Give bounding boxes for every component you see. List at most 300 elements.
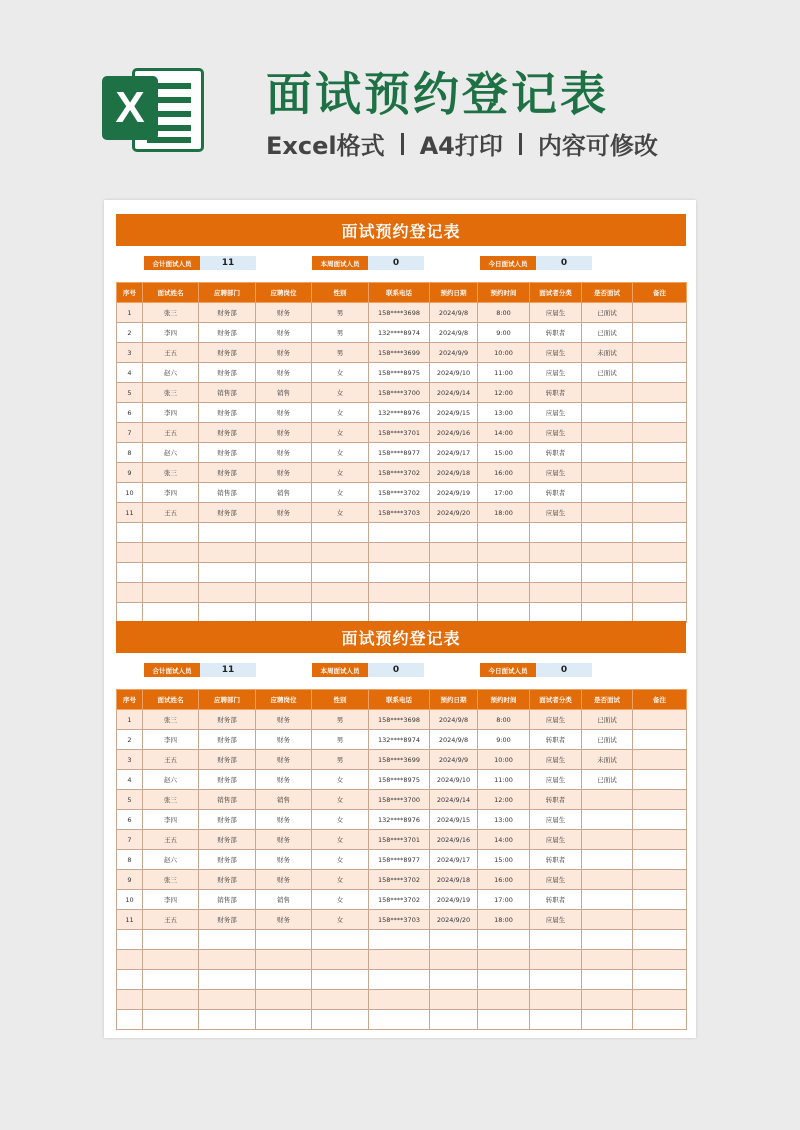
empty-cell[interactable]: [633, 970, 687, 990]
empty-cell[interactable]: [633, 603, 687, 623]
empty-cell[interactable]: [530, 563, 582, 583]
empty-cell[interactable]: [312, 970, 369, 990]
table-cell[interactable]: 158****3700: [369, 790, 430, 810]
table-cell[interactable]: 女: [312, 503, 369, 523]
table-cell[interactable]: 销售部: [199, 483, 256, 503]
empty-cell[interactable]: [312, 603, 369, 623]
table-cell[interactable]: 转职者: [530, 890, 582, 910]
table-cell[interactable]: 14:00: [478, 423, 530, 443]
empty-cell[interactable]: [143, 523, 199, 543]
empty-cell[interactable]: [199, 930, 256, 950]
empty-cell[interactable]: [117, 583, 143, 603]
table-cell[interactable]: 李四: [143, 810, 199, 830]
table-cell[interactable]: [582, 403, 633, 423]
table-cell[interactable]: [582, 870, 633, 890]
empty-cell[interactable]: [199, 583, 256, 603]
empty-cell[interactable]: [369, 563, 430, 583]
table-cell[interactable]: 12:00: [478, 790, 530, 810]
table-cell[interactable]: [633, 503, 687, 523]
table-cell[interactable]: 财务: [256, 423, 312, 443]
table-cell[interactable]: [582, 790, 633, 810]
table-cell[interactable]: 6: [117, 810, 143, 830]
empty-cell[interactable]: [430, 950, 478, 970]
table-cell[interactable]: 销售部: [199, 890, 256, 910]
empty-cell[interactable]: [530, 950, 582, 970]
table-cell[interactable]: 财务部: [199, 830, 256, 850]
empty-cell[interactable]: [369, 603, 430, 623]
table-cell[interactable]: 158****3702: [369, 483, 430, 503]
table-cell[interactable]: 应届生: [530, 910, 582, 930]
empty-cell[interactable]: [256, 970, 312, 990]
table-cell[interactable]: 女: [312, 443, 369, 463]
empty-cell[interactable]: [530, 583, 582, 603]
empty-cell[interactable]: [430, 603, 478, 623]
empty-cell[interactable]: [530, 543, 582, 563]
table-cell[interactable]: 2024/9/10: [430, 363, 478, 383]
empty-cell[interactable]: [369, 950, 430, 970]
table-cell[interactable]: 应届生: [530, 810, 582, 830]
table-cell[interactable]: 王五: [143, 503, 199, 523]
table-cell[interactable]: [633, 870, 687, 890]
table-cell[interactable]: 转职者: [530, 850, 582, 870]
table-cell[interactable]: 2024/9/16: [430, 830, 478, 850]
table-cell[interactable]: [633, 830, 687, 850]
empty-cell[interactable]: [633, 990, 687, 1010]
table-cell[interactable]: 女: [312, 770, 369, 790]
table-cell[interactable]: [633, 910, 687, 930]
table-cell[interactable]: [633, 403, 687, 423]
table-cell[interactable]: 女: [312, 910, 369, 930]
empty-cell[interactable]: [199, 563, 256, 583]
table-cell[interactable]: 财务部: [199, 443, 256, 463]
empty-cell[interactable]: [199, 523, 256, 543]
table-cell[interactable]: 财务: [256, 463, 312, 483]
empty-cell[interactable]: [633, 543, 687, 563]
table-cell[interactable]: 7: [117, 830, 143, 850]
empty-cell[interactable]: [633, 523, 687, 543]
table-cell[interactable]: [633, 363, 687, 383]
empty-cell[interactable]: [199, 990, 256, 1010]
table-cell[interactable]: 财务部: [199, 363, 256, 383]
table-cell[interactable]: 销售部: [199, 790, 256, 810]
table-cell[interactable]: 女: [312, 383, 369, 403]
table-cell[interactable]: 应届生: [530, 463, 582, 483]
table-cell[interactable]: 王五: [143, 830, 199, 850]
table-cell[interactable]: 9: [117, 463, 143, 483]
empty-cell[interactable]: [430, 990, 478, 1010]
table-cell[interactable]: 赵六: [143, 770, 199, 790]
table-cell[interactable]: 已面试: [582, 303, 633, 323]
table-cell[interactable]: 10:00: [478, 343, 530, 363]
table-cell[interactable]: 14:00: [478, 830, 530, 850]
table-cell[interactable]: 财务: [256, 830, 312, 850]
empty-cell[interactable]: [256, 990, 312, 1010]
table-cell[interactable]: 应届生: [530, 303, 582, 323]
table-cell[interactable]: 财务部: [199, 850, 256, 870]
table-cell[interactable]: 158****3698: [369, 303, 430, 323]
empty-cell[interactable]: [582, 1010, 633, 1030]
table-cell[interactable]: 财务: [256, 503, 312, 523]
table-cell[interactable]: 158****8975: [369, 770, 430, 790]
empty-cell[interactable]: [430, 1010, 478, 1030]
empty-cell[interactable]: [256, 543, 312, 563]
table-cell[interactable]: [582, 850, 633, 870]
table-cell[interactable]: 女: [312, 790, 369, 810]
empty-cell[interactable]: [530, 603, 582, 623]
table-cell[interactable]: [633, 383, 687, 403]
empty-cell[interactable]: [478, 1010, 530, 1030]
table-cell[interactable]: [582, 463, 633, 483]
table-cell[interactable]: 财务: [256, 343, 312, 363]
table-cell[interactable]: 2024/9/9: [430, 750, 478, 770]
table-cell[interactable]: 2024/9/14: [430, 790, 478, 810]
empty-cell[interactable]: [143, 583, 199, 603]
table-cell[interactable]: 3: [117, 750, 143, 770]
table-cell[interactable]: 2024/9/14: [430, 383, 478, 403]
table-cell[interactable]: 应届生: [530, 403, 582, 423]
table-cell[interactable]: 2024/9/19: [430, 890, 478, 910]
table-cell[interactable]: 158****3698: [369, 710, 430, 730]
table-cell[interactable]: 7: [117, 423, 143, 443]
table-cell[interactable]: [633, 423, 687, 443]
table-cell[interactable]: [582, 890, 633, 910]
table-cell[interactable]: 2024/9/20: [430, 503, 478, 523]
table-cell[interactable]: [633, 323, 687, 343]
empty-cell[interactable]: [256, 1010, 312, 1030]
table-cell[interactable]: 张三: [143, 790, 199, 810]
table-cell[interactable]: 转职者: [530, 790, 582, 810]
table-cell[interactable]: 财务: [256, 770, 312, 790]
table-cell[interactable]: 158****3703: [369, 910, 430, 930]
table-cell[interactable]: 张三: [143, 463, 199, 483]
table-cell[interactable]: 17:00: [478, 483, 530, 503]
table-cell[interactable]: 158****3701: [369, 830, 430, 850]
table-cell[interactable]: 9:00: [478, 730, 530, 750]
empty-cell[interactable]: [430, 970, 478, 990]
empty-cell[interactable]: [117, 950, 143, 970]
table-cell[interactable]: 17:00: [478, 890, 530, 910]
table-cell[interactable]: 财务: [256, 910, 312, 930]
table-cell[interactable]: 财务部: [199, 770, 256, 790]
empty-cell[interactable]: [430, 543, 478, 563]
table-cell[interactable]: 6: [117, 403, 143, 423]
table-cell[interactable]: 应届生: [530, 770, 582, 790]
empty-cell[interactable]: [312, 1010, 369, 1030]
table-cell[interactable]: 王五: [143, 343, 199, 363]
empty-cell[interactable]: [143, 970, 199, 990]
empty-cell[interactable]: [633, 930, 687, 950]
table-cell[interactable]: 4: [117, 770, 143, 790]
empty-cell[interactable]: [530, 1010, 582, 1030]
table-cell[interactable]: 财务部: [199, 750, 256, 770]
empty-cell[interactable]: [312, 583, 369, 603]
empty-cell[interactable]: [430, 563, 478, 583]
table-cell[interactable]: 132****8976: [369, 810, 430, 830]
empty-cell[interactable]: [312, 563, 369, 583]
empty-cell[interactable]: [117, 543, 143, 563]
stat-value[interactable]: 11: [200, 256, 256, 270]
empty-cell[interactable]: [369, 990, 430, 1010]
table-cell[interactable]: 财务: [256, 363, 312, 383]
empty-cell[interactable]: [117, 990, 143, 1010]
table-cell[interactable]: 2024/9/20: [430, 910, 478, 930]
empty-cell[interactable]: [143, 1010, 199, 1030]
table-cell[interactable]: 158****3701: [369, 423, 430, 443]
empty-cell[interactable]: [633, 950, 687, 970]
table-cell[interactable]: 财务部: [199, 503, 256, 523]
table-cell[interactable]: 应届生: [530, 363, 582, 383]
table-cell[interactable]: 158****3700: [369, 383, 430, 403]
table-cell[interactable]: 王五: [143, 750, 199, 770]
empty-cell[interactable]: [633, 563, 687, 583]
table-cell[interactable]: [582, 383, 633, 403]
table-cell[interactable]: 158****3702: [369, 463, 430, 483]
table-cell[interactable]: 女: [312, 463, 369, 483]
empty-cell[interactable]: [478, 930, 530, 950]
table-cell[interactable]: 张三: [143, 303, 199, 323]
table-cell[interactable]: 财务: [256, 710, 312, 730]
table-cell[interactable]: 158****3702: [369, 890, 430, 910]
table-cell[interactable]: 财务: [256, 810, 312, 830]
table-cell[interactable]: 10: [117, 890, 143, 910]
empty-cell[interactable]: [478, 603, 530, 623]
empty-cell[interactable]: [530, 990, 582, 1010]
table-cell[interactable]: 9:00: [478, 323, 530, 343]
table-cell[interactable]: 男: [312, 323, 369, 343]
table-cell[interactable]: [582, 810, 633, 830]
empty-cell[interactable]: [143, 990, 199, 1010]
table-cell[interactable]: 赵六: [143, 850, 199, 870]
empty-cell[interactable]: [633, 583, 687, 603]
table-cell[interactable]: [633, 463, 687, 483]
table-cell[interactable]: 10: [117, 483, 143, 503]
table-cell[interactable]: 财务: [256, 303, 312, 323]
stat-value[interactable]: 0: [368, 663, 424, 677]
table-cell[interactable]: 2024/9/15: [430, 810, 478, 830]
stat-value[interactable]: 0: [536, 256, 592, 270]
empty-cell[interactable]: [369, 970, 430, 990]
table-cell[interactable]: 已面试: [582, 323, 633, 343]
table-cell[interactable]: 8:00: [478, 710, 530, 730]
table-cell[interactable]: 16:00: [478, 463, 530, 483]
table-cell[interactable]: [633, 303, 687, 323]
table-cell[interactable]: 2024/9/8: [430, 323, 478, 343]
table-cell[interactable]: 财务: [256, 443, 312, 463]
table-cell[interactable]: [633, 770, 687, 790]
empty-cell[interactable]: [582, 603, 633, 623]
table-cell[interactable]: 销售: [256, 483, 312, 503]
table-cell[interactable]: 应届生: [530, 710, 582, 730]
empty-cell[interactable]: [256, 583, 312, 603]
table-cell[interactable]: 张三: [143, 710, 199, 730]
empty-cell[interactable]: [582, 930, 633, 950]
empty-cell[interactable]: [582, 523, 633, 543]
table-cell[interactable]: 2: [117, 730, 143, 750]
table-cell[interactable]: 李四: [143, 730, 199, 750]
table-cell[interactable]: [582, 910, 633, 930]
table-cell[interactable]: 女: [312, 363, 369, 383]
table-cell[interactable]: 张三: [143, 870, 199, 890]
table-cell[interactable]: 2024/9/16: [430, 423, 478, 443]
table-cell[interactable]: 158****8977: [369, 850, 430, 870]
empty-cell[interactable]: [143, 950, 199, 970]
table-cell[interactable]: 财务: [256, 850, 312, 870]
table-cell[interactable]: 女: [312, 850, 369, 870]
table-cell[interactable]: 158****8977: [369, 443, 430, 463]
table-cell[interactable]: 转职者: [530, 323, 582, 343]
table-cell[interactable]: 2024/9/9: [430, 343, 478, 363]
table-cell[interactable]: 赵六: [143, 443, 199, 463]
table-cell[interactable]: 158****3703: [369, 503, 430, 523]
table-cell[interactable]: 男: [312, 303, 369, 323]
table-cell[interactable]: 2: [117, 323, 143, 343]
table-cell[interactable]: 158****3699: [369, 750, 430, 770]
table-cell[interactable]: 应届生: [530, 343, 582, 363]
table-cell[interactable]: 已面试: [582, 710, 633, 730]
table-cell[interactable]: [633, 730, 687, 750]
empty-cell[interactable]: [143, 930, 199, 950]
table-cell[interactable]: [582, 443, 633, 463]
empty-cell[interactable]: [478, 543, 530, 563]
empty-cell[interactable]: [478, 583, 530, 603]
table-cell[interactable]: 财务部: [199, 423, 256, 443]
empty-cell[interactable]: [430, 930, 478, 950]
empty-cell[interactable]: [199, 970, 256, 990]
empty-cell[interactable]: [312, 930, 369, 950]
table-cell[interactable]: 1: [117, 303, 143, 323]
table-cell[interactable]: 8: [117, 443, 143, 463]
table-cell[interactable]: 13:00: [478, 403, 530, 423]
table-cell[interactable]: 财务部: [199, 303, 256, 323]
table-cell[interactable]: 男: [312, 750, 369, 770]
table-cell[interactable]: 财务部: [199, 343, 256, 363]
table-cell[interactable]: [633, 483, 687, 503]
empty-cell[interactable]: [478, 950, 530, 970]
table-cell[interactable]: 应届生: [530, 750, 582, 770]
table-cell[interactable]: 李四: [143, 483, 199, 503]
empty-cell[interactable]: [369, 1010, 430, 1030]
empty-cell[interactable]: [117, 523, 143, 543]
table-cell[interactable]: 李四: [143, 890, 199, 910]
table-cell[interactable]: 5: [117, 790, 143, 810]
empty-cell[interactable]: [530, 970, 582, 990]
table-cell[interactable]: 张三: [143, 383, 199, 403]
table-cell[interactable]: 女: [312, 890, 369, 910]
table-cell[interactable]: 已面试: [582, 770, 633, 790]
empty-cell[interactable]: [633, 1010, 687, 1030]
table-cell[interactable]: 11:00: [478, 363, 530, 383]
table-cell[interactable]: 男: [312, 710, 369, 730]
table-cell[interactable]: 132****8974: [369, 323, 430, 343]
table-cell[interactable]: [582, 483, 633, 503]
empty-cell[interactable]: [312, 523, 369, 543]
empty-cell[interactable]: [478, 563, 530, 583]
empty-cell[interactable]: [478, 523, 530, 543]
table-cell[interactable]: 财务部: [199, 403, 256, 423]
stat-value[interactable]: 11: [200, 663, 256, 677]
table-cell[interactable]: [633, 850, 687, 870]
table-cell[interactable]: 1: [117, 710, 143, 730]
table-cell[interactable]: 销售: [256, 790, 312, 810]
empty-cell[interactable]: [582, 970, 633, 990]
empty-cell[interactable]: [256, 603, 312, 623]
table-cell[interactable]: 应届生: [530, 423, 582, 443]
table-cell[interactable]: 销售部: [199, 383, 256, 403]
table-cell[interactable]: 女: [312, 423, 369, 443]
table-cell[interactable]: 女: [312, 830, 369, 850]
empty-cell[interactable]: [530, 930, 582, 950]
table-cell[interactable]: 财务部: [199, 910, 256, 930]
table-cell[interactable]: [633, 710, 687, 730]
table-cell[interactable]: [633, 810, 687, 830]
table-cell[interactable]: 财务: [256, 750, 312, 770]
table-cell[interactable]: 10:00: [478, 750, 530, 770]
empty-cell[interactable]: [430, 583, 478, 603]
table-cell[interactable]: 财务部: [199, 810, 256, 830]
table-cell[interactable]: 财务: [256, 870, 312, 890]
table-cell[interactable]: [582, 830, 633, 850]
table-cell[interactable]: 应届生: [530, 503, 582, 523]
table-cell[interactable]: 转职者: [530, 383, 582, 403]
table-cell[interactable]: 财务: [256, 730, 312, 750]
table-cell[interactable]: 18:00: [478, 910, 530, 930]
table-cell[interactable]: 5: [117, 383, 143, 403]
table-cell[interactable]: [633, 750, 687, 770]
empty-cell[interactable]: [143, 543, 199, 563]
table-cell[interactable]: [582, 503, 633, 523]
empty-cell[interactable]: [312, 543, 369, 563]
table-cell[interactable]: 财务部: [199, 870, 256, 890]
table-cell[interactable]: 15:00: [478, 850, 530, 870]
table-cell[interactable]: 2024/9/19: [430, 483, 478, 503]
table-cell[interactable]: 赵六: [143, 363, 199, 383]
empty-cell[interactable]: [117, 1010, 143, 1030]
table-cell[interactable]: 3: [117, 343, 143, 363]
table-cell[interactable]: 15:00: [478, 443, 530, 463]
table-cell[interactable]: [633, 890, 687, 910]
table-cell[interactable]: 2024/9/17: [430, 443, 478, 463]
table-cell[interactable]: 销售: [256, 383, 312, 403]
empty-cell[interactable]: [369, 543, 430, 563]
table-cell[interactable]: [633, 443, 687, 463]
empty-cell[interactable]: [369, 583, 430, 603]
table-cell[interactable]: 李四: [143, 403, 199, 423]
table-cell[interactable]: 2024/9/17: [430, 850, 478, 870]
empty-cell[interactable]: [117, 603, 143, 623]
table-cell[interactable]: 王五: [143, 910, 199, 930]
empty-cell[interactable]: [256, 930, 312, 950]
table-cell[interactable]: 158****3699: [369, 343, 430, 363]
stat-value[interactable]: 0: [368, 256, 424, 270]
empty-cell[interactable]: [117, 970, 143, 990]
table-cell[interactable]: 12:00: [478, 383, 530, 403]
table-cell[interactable]: 财务部: [199, 730, 256, 750]
table-cell[interactable]: 2024/9/18: [430, 870, 478, 890]
table-cell[interactable]: 158****3702: [369, 870, 430, 890]
table-cell[interactable]: 2024/9/8: [430, 710, 478, 730]
table-cell[interactable]: 13:00: [478, 810, 530, 830]
empty-cell[interactable]: [430, 523, 478, 543]
table-cell[interactable]: [633, 790, 687, 810]
empty-cell[interactable]: [256, 950, 312, 970]
table-cell[interactable]: 已面试: [582, 363, 633, 383]
empty-cell[interactable]: [117, 930, 143, 950]
empty-cell[interactable]: [530, 523, 582, 543]
table-cell[interactable]: 已面试: [582, 730, 633, 750]
table-cell[interactable]: [633, 343, 687, 363]
table-cell[interactable]: 女: [312, 403, 369, 423]
empty-cell[interactable]: [369, 930, 430, 950]
